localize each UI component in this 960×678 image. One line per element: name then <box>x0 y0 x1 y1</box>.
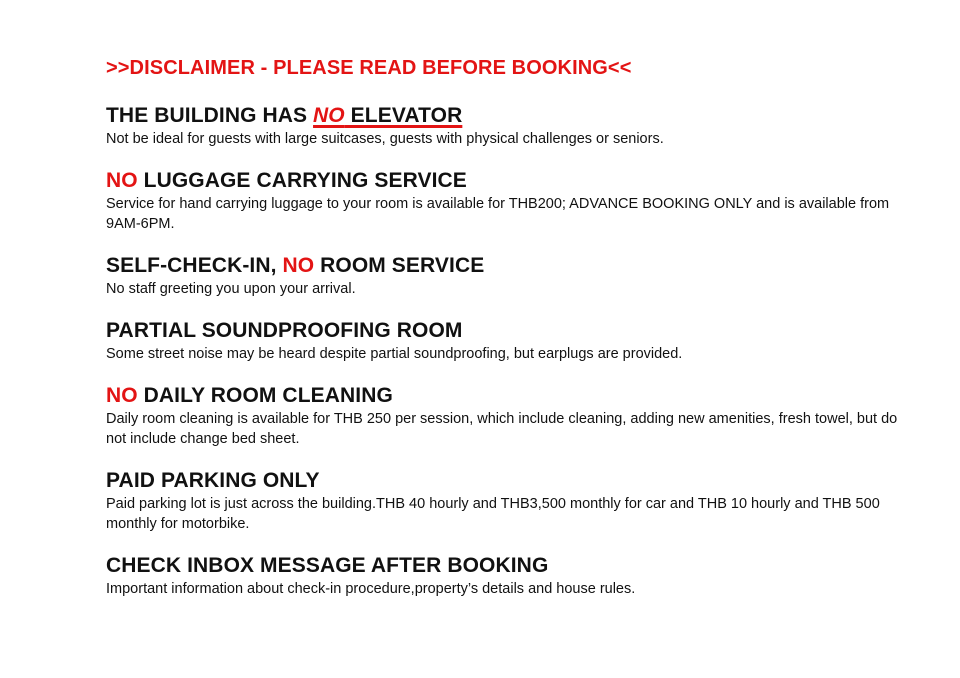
heading-text: THE BUILDING HAS <box>106 104 314 127</box>
section-self-check-in <box>106 254 906 299</box>
section-no-daily-cleaning <box>106 384 906 449</box>
heading-emphasis-no: NO <box>313 104 345 127</box>
disclaimer-document <box>106 54 906 619</box>
section-heading: PAID PARKING ONLY <box>106 469 320 492</box>
section-heading: CHECK INBOX MESSAGE AFTER BOOKING <box>106 554 549 577</box>
section-paid-parking <box>106 469 906 534</box>
heading-text: SELF-CHECK-IN, <box>106 254 283 277</box>
heading-text: DAILY ROOM CLEANING <box>137 384 393 407</box>
section-body: Paid parking lot is just across the building.THB 40 hourly and THB3,500 monthly for car and THB 10 hourly and THB 500 monthly for motorbike. <box>106 496 880 532</box>
section-body: No staff greeting you upon your arrival. <box>106 281 356 297</box>
section-body: Daily room cleaning is available for THB 250 per session, which include cleaning, adding new amenities, fresh towel, but do not include change bed sheet. <box>106 411 898 447</box>
section-body: Not be ideal for guests with large suitcases, guests with physical challenges or seniors. <box>106 131 664 147</box>
section-body: Service for hand carrying luggage to your room is available for THB200; ADVANCE BOOKING ONLY and is available from 9AM-6PM. <box>106 196 890 232</box>
section-check-inbox <box>106 554 906 599</box>
heading-emphasis-no: NO <box>106 384 138 407</box>
section-body: Important information about check-in procedure,property’s details and house rules. <box>106 581 636 597</box>
disclaimer-title: >>DISCLAIMER - PLEASE READ BEFORE BOOKING<< <box>106 57 632 79</box>
section-no-elevator <box>106 104 906 149</box>
section-heading <box>106 104 906 128</box>
section-no-luggage-service <box>106 169 906 234</box>
heading-text: LUGGAGE CARRYING SERVICE <box>137 169 467 192</box>
section-body: Some street noise may be heard despite partial soundproofing, but earplugs are provided. <box>106 346 683 362</box>
section-soundproofing <box>106 319 906 364</box>
section-heading <box>106 169 906 193</box>
section-heading <box>106 384 906 408</box>
section-heading <box>106 254 906 278</box>
heading-text: ROOM SERVICE <box>314 254 485 277</box>
heading-text: ELEVATOR <box>344 104 463 127</box>
heading-emphasis-no: NO <box>106 169 138 192</box>
section-heading: PARTIAL SOUNDPROOFING ROOM <box>106 319 463 342</box>
heading-emphasis-no: NO <box>282 254 315 277</box>
